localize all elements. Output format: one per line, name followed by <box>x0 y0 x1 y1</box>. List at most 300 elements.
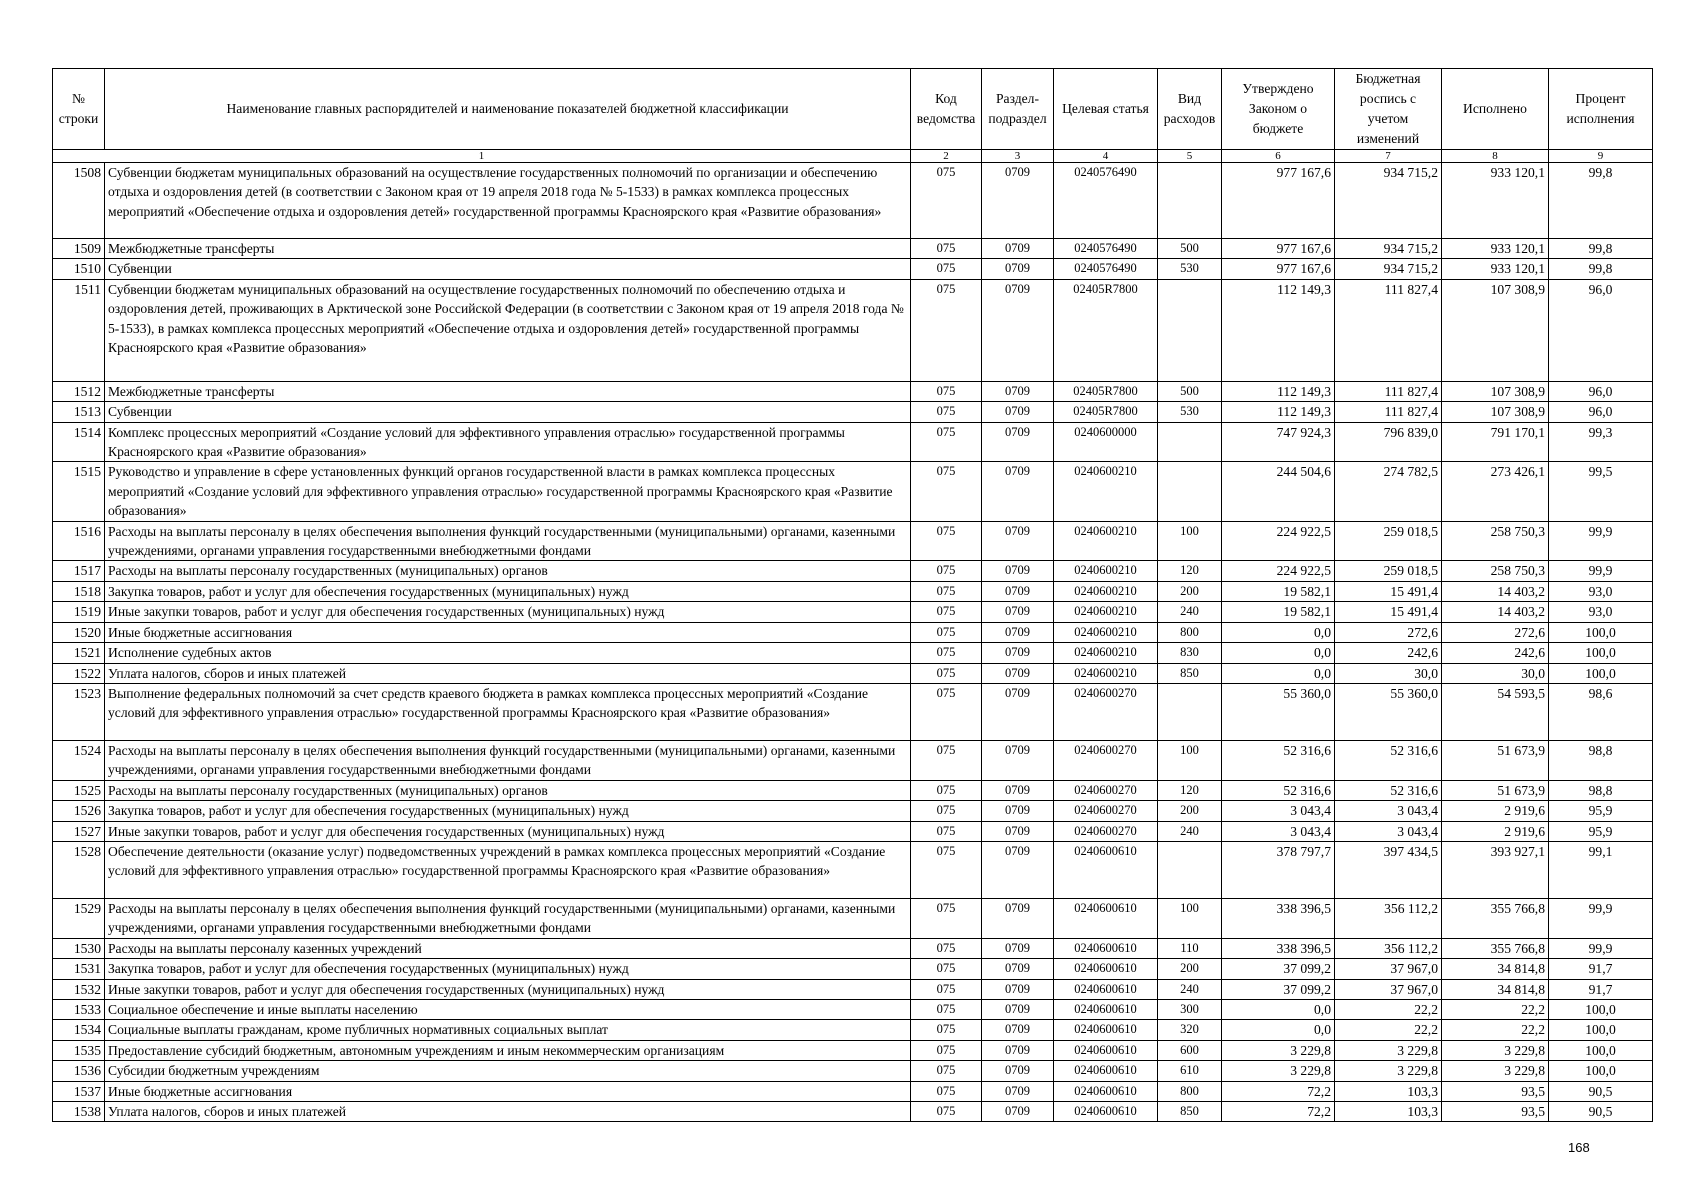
approved-amount-cell: 0,0 <box>1222 1020 1335 1040</box>
row-number-cell: 1518 <box>53 581 105 601</box>
department-code-cell: 075 <box>911 740 982 780</box>
approved-amount-cell: 112 149,3 <box>1222 381 1335 401</box>
expense-type-cell: 240 <box>1158 979 1222 999</box>
budget-schedule-cell: 55 360,0 <box>1335 683 1442 740</box>
table-row <box>53 938 1653 958</box>
percent-cell: 95,9 <box>1549 821 1653 841</box>
column-number: 5 <box>1158 150 1222 163</box>
table-row <box>53 521 1653 561</box>
section-cell: 0709 <box>982 622 1054 642</box>
item-name-cell: Иные закупки товаров, работ и услуг для обеспечения государственных (муниципальных) нужд <box>105 602 911 622</box>
executed-amount-cell: 258 750,3 <box>1442 521 1549 561</box>
item-name-cell: Субсидии бюджетным учреждениям <box>105 1061 911 1081</box>
department-code-cell: 075 <box>911 462 982 521</box>
approved-amount-cell: 72,2 <box>1222 1102 1335 1122</box>
approved-amount-cell: 37 099,2 <box>1222 959 1335 979</box>
section-cell: 0709 <box>982 279 1054 381</box>
department-code-cell: 075 <box>911 422 982 462</box>
item-name-cell: Закупка товаров, работ и услуг для обеспечения государственных (муниципальных) нужд <box>105 801 911 821</box>
section-cell: 0709 <box>982 163 1054 239</box>
percent-cell: 98,8 <box>1549 740 1653 780</box>
section-cell: 0709 <box>982 239 1054 259</box>
item-name-cell: Субвенции бюджетам муниципальных образований на осуществление государственных полномочий по обеспечению отдыха и оздоровления детей, проживающих в Арктической зоне Российской Федерации (в соответствии с Законом края от 19 апреля 2018 года № 5-1533), в рамках комплекса процессных мероприятий «Обеспечение отдыха и оздоровления детей» государственной программы Красноярского края «Развитие образования» <box>105 279 911 381</box>
department-code-cell: 075 <box>911 602 982 622</box>
row-number-cell: 1528 <box>53 841 105 898</box>
column-number: 3 <box>982 150 1054 163</box>
header-percent: Процент исполнения <box>1549 69 1653 150</box>
section-cell: 0709 <box>982 801 1054 821</box>
executed-amount-cell: 3 229,8 <box>1442 1061 1549 1081</box>
target-item-cell: 0240600610 <box>1054 1040 1158 1060</box>
row-number-cell: 1522 <box>53 663 105 683</box>
section-cell: 0709 <box>982 259 1054 279</box>
section-cell: 0709 <box>982 1061 1054 1081</box>
section-cell: 0709 <box>982 402 1054 422</box>
target-item-cell: 0240600610 <box>1054 841 1158 898</box>
budget-schedule-cell: 3 043,4 <box>1335 821 1442 841</box>
row-number-cell: 1509 <box>53 239 105 259</box>
approved-amount-cell: 112 149,3 <box>1222 402 1335 422</box>
row-number-cell: 1526 <box>53 801 105 821</box>
section-cell: 0709 <box>982 999 1054 1019</box>
budget-schedule-cell: 15 491,4 <box>1335 581 1442 601</box>
section-cell: 0709 <box>982 561 1054 581</box>
expense-type-cell: 100 <box>1158 898 1222 938</box>
approved-amount-cell: 977 167,6 <box>1222 259 1335 279</box>
approved-amount-cell: 378 797,7 <box>1222 841 1335 898</box>
budget-schedule-cell: 22,2 <box>1335 1020 1442 1040</box>
percent-cell: 99,9 <box>1549 898 1653 938</box>
section-cell: 0709 <box>982 959 1054 979</box>
target-item-cell: 0240600210 <box>1054 521 1158 561</box>
section-cell: 0709 <box>982 1081 1054 1101</box>
target-item-cell: 0240600610 <box>1054 1102 1158 1122</box>
expense-type-cell: 610 <box>1158 1061 1222 1081</box>
item-name-cell: Расходы на выплаты персоналу в целях обеспечения выполнения функций государственными (муниципальными) органами, казенными учреждениями, органами управления государственными внебюджетными фондами <box>105 521 911 561</box>
header-row-number: № строки <box>53 69 105 150</box>
department-code-cell: 075 <box>911 959 982 979</box>
table-row <box>53 740 1653 780</box>
expense-type-cell: 850 <box>1158 1102 1222 1122</box>
section-cell: 0709 <box>982 740 1054 780</box>
executed-amount-cell: 51 673,9 <box>1442 740 1549 780</box>
department-code-cell: 075 <box>911 1102 982 1122</box>
approved-amount-cell: 112 149,3 <box>1222 279 1335 381</box>
budget-schedule-cell: 30,0 <box>1335 663 1442 683</box>
expense-type-cell: 240 <box>1158 602 1222 622</box>
approved-amount-cell: 0,0 <box>1222 643 1335 663</box>
row-number-cell: 1532 <box>53 979 105 999</box>
approved-amount-cell: 977 167,6 <box>1222 239 1335 259</box>
expense-type-cell: 800 <box>1158 1081 1222 1101</box>
approved-amount-cell: 224 922,5 <box>1222 561 1335 581</box>
executed-amount-cell: 93,5 <box>1442 1102 1549 1122</box>
item-name-cell: Закупка товаров, работ и услуг для обеспечения государственных (муниципальных) нужд <box>105 581 911 601</box>
approved-amount-cell: 338 396,5 <box>1222 938 1335 958</box>
executed-amount-cell: 242,6 <box>1442 643 1549 663</box>
item-name-cell: Уплата налогов, сборов и иных платежей <box>105 1102 911 1122</box>
department-code-cell: 075 <box>911 259 982 279</box>
item-name-cell: Иные закупки товаров, работ и услуг для обеспечения государственных (муниципальных) нужд <box>105 821 911 841</box>
approved-amount-cell: 19 582,1 <box>1222 602 1335 622</box>
percent-cell: 93,0 <box>1549 602 1653 622</box>
table-row <box>53 622 1653 642</box>
column-number: 7 <box>1335 150 1442 163</box>
item-name-cell: Субвенции <box>105 402 911 422</box>
expense-type-cell: 120 <box>1158 561 1222 581</box>
executed-amount-cell: 107 308,9 <box>1442 402 1549 422</box>
percent-cell: 100,0 <box>1549 643 1653 663</box>
executed-amount-cell: 93,5 <box>1442 1081 1549 1101</box>
table-row <box>53 841 1653 898</box>
target-item-cell: 0240600210 <box>1054 622 1158 642</box>
approved-amount-cell: 977 167,6 <box>1222 163 1335 239</box>
percent-cell: 99,8 <box>1549 239 1653 259</box>
row-number-cell: 1508 <box>53 163 105 239</box>
department-code-cell: 075 <box>911 898 982 938</box>
budget-schedule-cell: 934 715,2 <box>1335 239 1442 259</box>
executed-amount-cell: 933 120,1 <box>1442 239 1549 259</box>
percent-cell: 98,6 <box>1549 683 1653 740</box>
expense-type-cell: 240 <box>1158 821 1222 841</box>
budget-schedule-cell: 3 229,8 <box>1335 1040 1442 1060</box>
department-code-cell: 075 <box>911 381 982 401</box>
percent-cell: 100,0 <box>1549 622 1653 642</box>
executed-amount-cell: 2 919,6 <box>1442 801 1549 821</box>
table-row <box>53 462 1653 521</box>
row-number-cell: 1521 <box>53 643 105 663</box>
approved-amount-cell: 52 316,6 <box>1222 780 1335 800</box>
header-row <box>53 69 1653 150</box>
target-item-cell: 0240600270 <box>1054 780 1158 800</box>
budget-table-container <box>52 68 1652 1122</box>
expense-type-cell: 200 <box>1158 581 1222 601</box>
executed-amount-cell: 393 927,1 <box>1442 841 1549 898</box>
expense-type-cell: 800 <box>1158 622 1222 642</box>
table-row <box>53 1102 1653 1122</box>
department-code-cell: 075 <box>911 402 982 422</box>
percent-cell: 100,0 <box>1549 1061 1653 1081</box>
expense-type-cell: 100 <box>1158 521 1222 561</box>
percent-cell: 93,0 <box>1549 581 1653 601</box>
item-name-cell: Расходы на выплаты персоналу государственных (муниципальных) органов <box>105 780 911 800</box>
target-item-cell: 0240600210 <box>1054 663 1158 683</box>
department-code-cell: 075 <box>911 622 982 642</box>
executed-amount-cell: 14 403,2 <box>1442 581 1549 601</box>
row-number-cell: 1512 <box>53 381 105 401</box>
item-name-cell: Социальное обеспечение и иные выплаты населению <box>105 999 911 1019</box>
item-name-cell: Расходы на выплаты персоналу казенных учреждений <box>105 938 911 958</box>
section-cell: 0709 <box>982 381 1054 401</box>
percent-cell: 96,0 <box>1549 381 1653 401</box>
row-number-cell: 1517 <box>53 561 105 581</box>
executed-amount-cell: 34 814,8 <box>1442 979 1549 999</box>
row-number-cell: 1535 <box>53 1040 105 1060</box>
approved-amount-cell: 72,2 <box>1222 1081 1335 1101</box>
budget-schedule-cell: 103,3 <box>1335 1102 1442 1122</box>
row-number-cell: 1514 <box>53 422 105 462</box>
table-row <box>53 780 1653 800</box>
header-name: Наименование главных распорядителей и наименование показателей бюджетной классификации <box>105 69 911 150</box>
header-target-item: Целевая статья <box>1054 69 1158 150</box>
department-code-cell: 075 <box>911 239 982 259</box>
department-code-cell: 075 <box>911 999 982 1019</box>
department-code-cell: 075 <box>911 1020 982 1040</box>
executed-amount-cell: 791 170,1 <box>1442 422 1549 462</box>
table-row <box>53 1061 1653 1081</box>
target-item-cell: 0240600610 <box>1054 999 1158 1019</box>
budget-schedule-cell: 52 316,6 <box>1335 780 1442 800</box>
item-name-cell: Иные бюджетные ассигнования <box>105 1081 911 1101</box>
section-cell: 0709 <box>982 979 1054 999</box>
expense-type-cell: 100 <box>1158 740 1222 780</box>
table-row <box>53 239 1653 259</box>
budget-schedule-cell: 111 827,4 <box>1335 279 1442 381</box>
item-name-cell: Иные бюджетные ассигнования <box>105 622 911 642</box>
executed-amount-cell: 355 766,8 <box>1442 898 1549 938</box>
table-row <box>53 602 1653 622</box>
target-item-cell: 0240600270 <box>1054 740 1158 780</box>
percent-cell: 99,9 <box>1549 521 1653 561</box>
executed-amount-cell: 273 426,1 <box>1442 462 1549 521</box>
table-row <box>53 561 1653 581</box>
section-cell: 0709 <box>982 938 1054 958</box>
item-name-cell: Руководство и управление в сфере установленных функций органов государственной власти в рамках комплекса процессных мероприятий «Создание условий для эффективного управления отраслью» государственной программы Красноярского края «Развитие образования» <box>105 462 911 521</box>
expense-type-cell <box>1158 841 1222 898</box>
target-item-cell: 0240576490 <box>1054 239 1158 259</box>
item-name-cell: Исполнение судебных актов <box>105 643 911 663</box>
target-item-cell: 0240600610 <box>1054 1081 1158 1101</box>
item-name-cell: Расходы на выплаты персоналу в целях обеспечения выполнения функций государственными (муниципальными) органами, казенными учреждениями, органами управления государственными внебюджетными фондами <box>105 740 911 780</box>
table-row <box>53 1081 1653 1101</box>
executed-amount-cell: 3 229,8 <box>1442 1040 1549 1060</box>
table-row <box>53 381 1653 401</box>
item-name-cell: Субвенции бюджетам муниципальных образований на осуществление государственных полномочий по организации и обеспечению отдыха и оздоровления детей (в соответствии с Законом края от 19 апреля 2018 года № 5-1533) в рамках комплекса процессных мероприятий «Обеспечение отдыха и оздоровления детей» государственной программы Красноярского края «Развитие образования» <box>105 163 911 239</box>
approved-amount-cell: 747 924,3 <box>1222 422 1335 462</box>
header-executed: Исполнено <box>1442 69 1549 150</box>
approved-amount-cell: 55 360,0 <box>1222 683 1335 740</box>
row-number-cell: 1536 <box>53 1061 105 1081</box>
budget-schedule-cell: 37 967,0 <box>1335 959 1442 979</box>
expense-type-cell <box>1158 462 1222 521</box>
budget-schedule-cell: 3 043,4 <box>1335 801 1442 821</box>
table-row <box>53 959 1653 979</box>
section-cell: 0709 <box>982 521 1054 561</box>
row-number-cell: 1534 <box>53 1020 105 1040</box>
approved-amount-cell: 338 396,5 <box>1222 898 1335 938</box>
percent-cell: 99,8 <box>1549 163 1653 239</box>
row-number-cell: 1515 <box>53 462 105 521</box>
row-number-cell: 1538 <box>53 1102 105 1122</box>
row-number-cell: 1524 <box>53 740 105 780</box>
budget-schedule-cell: 356 112,2 <box>1335 898 1442 938</box>
section-cell: 0709 <box>982 1102 1054 1122</box>
expense-type-cell: 500 <box>1158 381 1222 401</box>
budget-schedule-cell: 934 715,2 <box>1335 163 1442 239</box>
item-name-cell: Предоставление субсидий бюджетным, автономным учреждениям и иным некоммерческим организациям <box>105 1040 911 1060</box>
budget-schedule-cell: 15 491,4 <box>1335 602 1442 622</box>
item-name-cell: Расходы на выплаты персоналу в целях обеспечения выполнения функций государственными (муниципальными) органами, казенными учреждениями, органами управления государственными внебюджетными фондами <box>105 898 911 938</box>
table-row <box>53 999 1653 1019</box>
table-row <box>53 683 1653 740</box>
percent-cell: 99,9 <box>1549 561 1653 581</box>
item-name-cell: Расходы на выплаты персоналу государственных (муниципальных) органов <box>105 561 911 581</box>
percent-cell: 90,5 <box>1549 1102 1653 1122</box>
section-cell: 0709 <box>982 643 1054 663</box>
department-code-cell: 075 <box>911 1081 982 1101</box>
row-number-cell: 1527 <box>53 821 105 841</box>
row-number-cell: 1529 <box>53 898 105 938</box>
column-number-row <box>53 150 1653 163</box>
row-number-cell: 1533 <box>53 999 105 1019</box>
percent-cell: 99,8 <box>1549 259 1653 279</box>
header-budget-schedule: Бюджетная роспись с учетом изменений <box>1335 69 1442 150</box>
expense-type-cell: 500 <box>1158 239 1222 259</box>
target-item-cell: 0240600610 <box>1054 1020 1158 1040</box>
target-item-cell: 02405R7800 <box>1054 381 1158 401</box>
approved-amount-cell: 37 099,2 <box>1222 979 1335 999</box>
executed-amount-cell: 272,6 <box>1442 622 1549 642</box>
target-item-cell: 0240600610 <box>1054 959 1158 979</box>
target-item-cell: 0240600210 <box>1054 581 1158 601</box>
approved-amount-cell: 3 229,8 <box>1222 1040 1335 1060</box>
budget-schedule-cell: 52 316,6 <box>1335 740 1442 780</box>
item-name-cell: Уплата налогов, сборов и иных платежей <box>105 663 911 683</box>
department-code-cell: 075 <box>911 1040 982 1060</box>
target-item-cell: 0240600000 <box>1054 422 1158 462</box>
column-number: 4 <box>1054 150 1158 163</box>
percent-cell: 100,0 <box>1549 1020 1653 1040</box>
department-code-cell: 075 <box>911 521 982 561</box>
column-number: 6 <box>1222 150 1335 163</box>
percent-cell: 91,7 <box>1549 979 1653 999</box>
item-name-cell: Субвенции <box>105 259 911 279</box>
section-cell: 0709 <box>982 462 1054 521</box>
department-code-cell: 075 <box>911 581 982 601</box>
section-cell: 0709 <box>982 683 1054 740</box>
table-row <box>53 663 1653 683</box>
department-code-cell: 075 <box>911 163 982 239</box>
section-cell: 0709 <box>982 581 1054 601</box>
target-item-cell: 0240600270 <box>1054 821 1158 841</box>
row-number-cell: 1525 <box>53 780 105 800</box>
approved-amount-cell: 0,0 <box>1222 663 1335 683</box>
budget-schedule-cell: 934 715,2 <box>1335 259 1442 279</box>
budget-schedule-cell: 111 827,4 <box>1335 402 1442 422</box>
budget-schedule-cell: 37 967,0 <box>1335 979 1442 999</box>
section-cell: 0709 <box>982 780 1054 800</box>
budget-schedule-cell: 397 434,5 <box>1335 841 1442 898</box>
header-department-code: Код ведомства <box>911 69 982 150</box>
budget-execution-table <box>52 68 1653 1122</box>
table-row <box>53 801 1653 821</box>
percent-cell: 99,3 <box>1549 422 1653 462</box>
expense-type-cell: 530 <box>1158 402 1222 422</box>
table-row <box>53 422 1653 462</box>
row-number-cell: 1531 <box>53 959 105 979</box>
target-item-cell: 0240600610 <box>1054 1061 1158 1081</box>
department-code-cell: 075 <box>911 279 982 381</box>
table-row <box>53 163 1653 239</box>
expense-type-cell: 120 <box>1158 780 1222 800</box>
table-row <box>53 402 1653 422</box>
approved-amount-cell: 19 582,1 <box>1222 581 1335 601</box>
expense-type-cell: 200 <box>1158 959 1222 979</box>
executed-amount-cell: 30,0 <box>1442 663 1549 683</box>
target-item-cell: 0240600210 <box>1054 602 1158 622</box>
row-number-cell: 1523 <box>53 683 105 740</box>
target-item-cell: 0240600610 <box>1054 979 1158 999</box>
budget-schedule-cell: 274 782,5 <box>1335 462 1442 521</box>
expense-type-cell <box>1158 163 1222 239</box>
budget-schedule-cell: 259 018,5 <box>1335 561 1442 581</box>
column-number: 8 <box>1442 150 1549 163</box>
expense-type-cell: 830 <box>1158 643 1222 663</box>
item-name-cell: Межбюджетные трансферты <box>105 381 911 401</box>
table-row <box>53 581 1653 601</box>
executed-amount-cell: 258 750,3 <box>1442 561 1549 581</box>
department-code-cell: 075 <box>911 1061 982 1081</box>
expense-type-cell: 600 <box>1158 1040 1222 1060</box>
item-name-cell: Иные закупки товаров, работ и услуг для обеспечения государственных (муниципальных) нужд <box>105 979 911 999</box>
expense-type-cell <box>1158 683 1222 740</box>
column-number: 9 <box>1549 150 1653 163</box>
target-item-cell: 0240600210 <box>1054 561 1158 581</box>
row-number-cell: 1520 <box>53 622 105 642</box>
section-cell: 0709 <box>982 663 1054 683</box>
budget-schedule-cell: 3 229,8 <box>1335 1061 1442 1081</box>
target-item-cell: 0240600610 <box>1054 938 1158 958</box>
budget-schedule-cell: 356 112,2 <box>1335 938 1442 958</box>
expense-type-cell: 530 <box>1158 259 1222 279</box>
department-code-cell: 075 <box>911 801 982 821</box>
section-cell: 0709 <box>982 602 1054 622</box>
expense-type-cell: 850 <box>1158 663 1222 683</box>
budget-schedule-cell: 259 018,5 <box>1335 521 1442 561</box>
section-cell: 0709 <box>982 1040 1054 1060</box>
table-row <box>53 259 1653 279</box>
percent-cell: 91,7 <box>1549 959 1653 979</box>
table-row <box>53 279 1653 381</box>
item-name-cell: Закупка товаров, работ и услуг для обеспечения государственных (муниципальных) нужд <box>105 959 911 979</box>
executed-amount-cell: 51 673,9 <box>1442 780 1549 800</box>
executed-amount-cell: 933 120,1 <box>1442 259 1549 279</box>
executed-amount-cell: 2 919,6 <box>1442 821 1549 841</box>
budget-schedule-cell: 111 827,4 <box>1335 381 1442 401</box>
table-row <box>53 1020 1653 1040</box>
executed-amount-cell: 933 120,1 <box>1442 163 1549 239</box>
target-item-cell: 0240600210 <box>1054 462 1158 521</box>
item-name-cell: Социальные выплаты гражданам, кроме публичных нормативных социальных выплат <box>105 1020 911 1040</box>
executed-amount-cell: 34 814,8 <box>1442 959 1549 979</box>
percent-cell: 100,0 <box>1549 1040 1653 1060</box>
row-number-cell: 1511 <box>53 279 105 381</box>
item-name-cell: Межбюджетные трансферты <box>105 239 911 259</box>
target-item-cell: 0240576490 <box>1054 259 1158 279</box>
row-number-cell: 1519 <box>53 602 105 622</box>
executed-amount-cell: 22,2 <box>1442 1020 1549 1040</box>
row-number-cell: 1513 <box>53 402 105 422</box>
row-number-cell: 1530 <box>53 938 105 958</box>
budget-schedule-cell: 22,2 <box>1335 999 1442 1019</box>
target-item-cell: 02405R7800 <box>1054 402 1158 422</box>
table-body <box>53 163 1653 1122</box>
percent-cell: 99,5 <box>1549 462 1653 521</box>
approved-amount-cell: 3 043,4 <box>1222 821 1335 841</box>
department-code-cell: 075 <box>911 821 982 841</box>
section-cell: 0709 <box>982 422 1054 462</box>
department-code-cell: 075 <box>911 561 982 581</box>
